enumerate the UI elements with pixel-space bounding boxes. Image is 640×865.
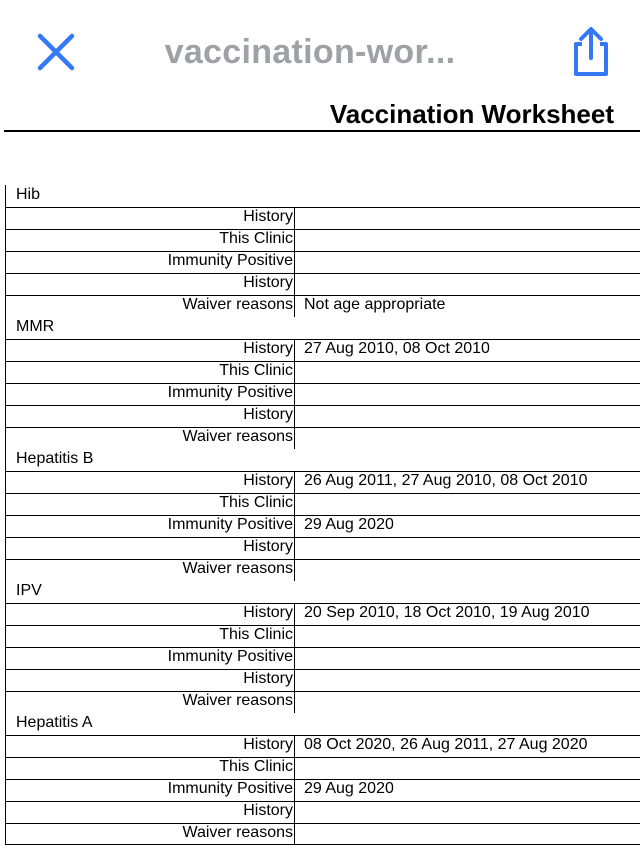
- row-value: 29 Aug 2020: [304, 516, 394, 533]
- vaccine-group-header: Hepatitis B: [5, 449, 640, 471]
- row-value: [295, 626, 640, 647]
- vaccine-group-header: MMR: [5, 317, 640, 339]
- table-row: [5, 779, 640, 801]
- table-row: [5, 559, 640, 581]
- row-value: [295, 362, 640, 383]
- row-value: [295, 494, 640, 515]
- row-label: This Clinic: [6, 626, 295, 647]
- row-value: 08 Oct 2020, 26 Aug 2011, 27 Aug 2020: [304, 736, 588, 753]
- row-value: [295, 648, 640, 669]
- row-label: History: [6, 208, 295, 229]
- row-label: History: [6, 802, 295, 823]
- share-button[interactable]: [566, 24, 616, 80]
- table-row: [5, 493, 640, 515]
- table-row: [5, 339, 640, 361]
- close-icon: [34, 30, 78, 74]
- table-row: [5, 669, 640, 691]
- row-label: Waiver reasons: [6, 428, 295, 449]
- row-label: History: [6, 406, 295, 427]
- row-label: This Clinic: [6, 230, 295, 251]
- row-label: Immunity Positive: [6, 384, 295, 405]
- row-label: This Clinic: [6, 494, 295, 515]
- table-row: [5, 625, 640, 647]
- row-value: [295, 274, 640, 295]
- vaccine-group-header: Hepatitis A: [5, 713, 640, 735]
- row-label: History: [6, 538, 295, 559]
- row-label: Waiver reasons: [6, 692, 295, 713]
- row-value: [295, 560, 640, 581]
- row-label: History: [6, 274, 295, 295]
- table-row: [5, 471, 640, 493]
- table-row: [5, 515, 640, 537]
- row-value: [295, 802, 640, 823]
- table-row: [5, 691, 640, 713]
- row-label: History: [6, 472, 295, 493]
- table-row: [5, 603, 640, 625]
- row-label: Waiver reasons: [6, 560, 295, 581]
- heading-divider: [4, 130, 640, 132]
- row-value: [295, 384, 640, 405]
- table-row: [5, 295, 640, 317]
- table-row: [5, 801, 640, 823]
- top-bar: [0, 0, 640, 100]
- row-value: [295, 428, 640, 449]
- table-row: [5, 427, 640, 449]
- table-row: [5, 757, 640, 779]
- row-label: This Clinic: [6, 758, 295, 779]
- share-icon: [566, 24, 616, 80]
- row-value: [295, 538, 640, 559]
- table-row: [5, 207, 640, 229]
- row-label: Waiver reasons: [6, 296, 295, 317]
- row-label: Immunity Positive: [6, 648, 295, 669]
- row-label: Immunity Positive: [6, 252, 295, 273]
- row-value: [295, 208, 640, 229]
- row-value: [295, 670, 640, 691]
- worksheet-heading: Vaccination Worksheet: [329, 99, 614, 127]
- row-label: Waiver reasons: [6, 824, 295, 844]
- row-value: [295, 758, 640, 779]
- table-row: [5, 251, 640, 273]
- table-row: [5, 823, 640, 845]
- vaccine-group-header: Hib: [5, 185, 640, 207]
- table-row: [5, 647, 640, 669]
- vaccination-table: [5, 185, 640, 845]
- row-label: History: [6, 736, 295, 757]
- table-row: [5, 537, 640, 559]
- table-row: [5, 273, 640, 295]
- vaccine-group-header: IPV: [5, 581, 640, 603]
- row-value: [295, 230, 640, 251]
- table-row: [5, 383, 640, 405]
- row-label: History: [6, 340, 295, 361]
- row-value: [295, 824, 640, 844]
- table-row: [5, 229, 640, 251]
- row-value: [295, 692, 640, 713]
- table-row: [5, 405, 640, 427]
- row-label: Immunity Positive: [6, 516, 295, 537]
- row-value: Not age appropriate: [304, 296, 446, 313]
- row-value: 20 Sep 2010, 18 Oct 2010, 19 Aug 2010: [304, 604, 590, 621]
- row-value: [295, 252, 640, 273]
- row-label: This Clinic: [6, 362, 295, 383]
- document-title: vaccination-wor...: [164, 33, 456, 71]
- row-value: 29 Aug 2020: [304, 780, 394, 797]
- close-button[interactable]: [34, 30, 78, 74]
- row-label: Immunity Positive: [6, 780, 295, 801]
- row-value: 27 Aug 2010, 08 Oct 2010: [304, 340, 490, 357]
- row-value: 26 Aug 2011, 27 Aug 2010, 08 Oct 2010: [304, 472, 588, 489]
- row-label: History: [6, 670, 295, 691]
- table-row: [5, 361, 640, 383]
- row-label: History: [6, 604, 295, 625]
- row-value: [295, 406, 640, 427]
- table-row: [5, 735, 640, 757]
